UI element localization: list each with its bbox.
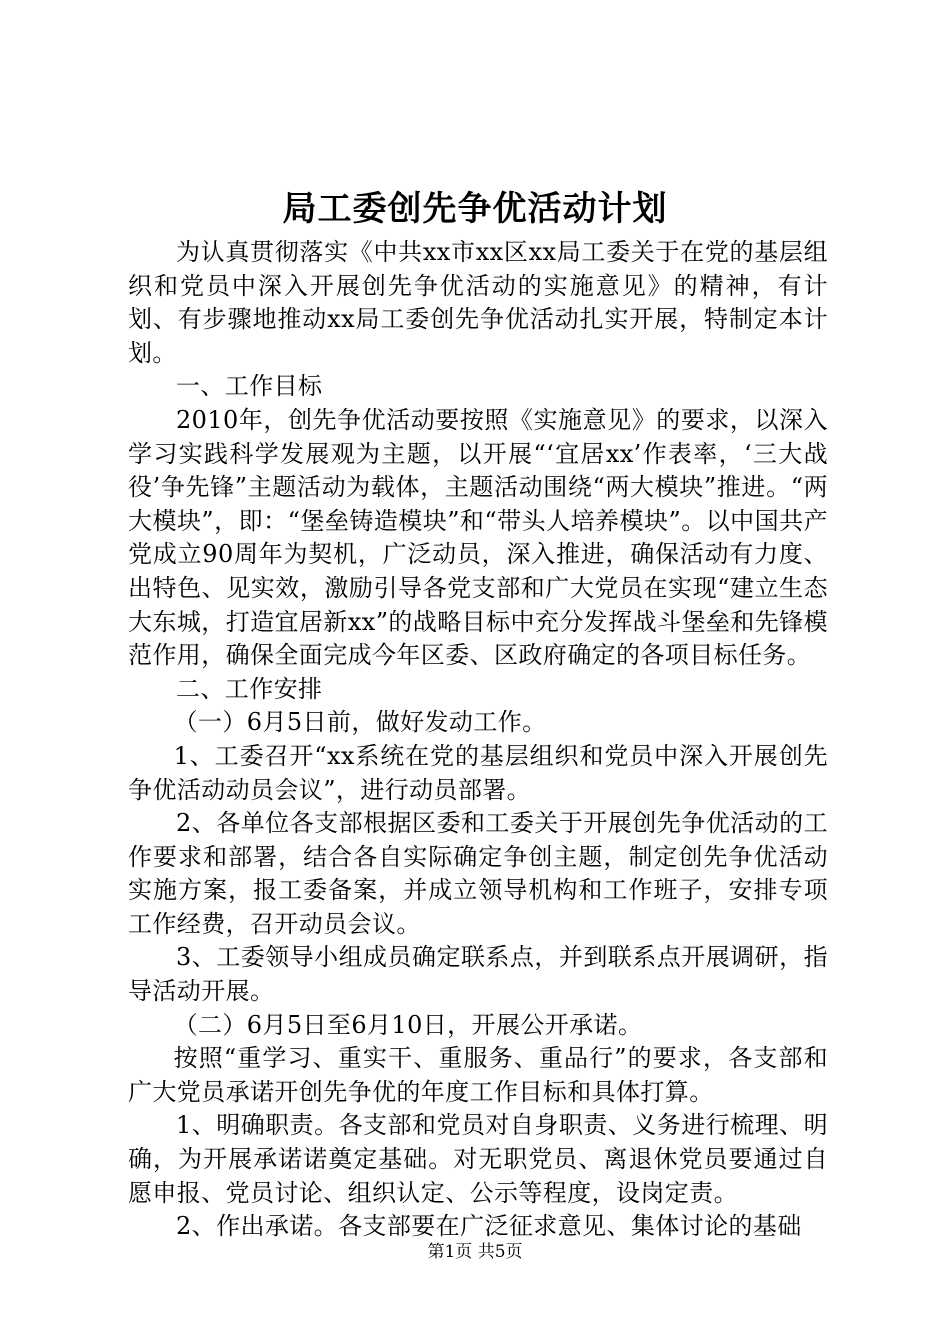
list-item-1-2: 2、各单位各支部根据区委和工委关于开展创先争优活动的工作要求和部署，结合各自实际确定争创主题，制定创先争优活动实施方案，报工委备案，并成立领导机构和工作班子，安排专项工作经费，召开动员会议。	[128, 809, 828, 938]
goals-paragraph: 2010年，创先争优活动要按照《实施意见》的要求，以深入学习实践科学发展观为主题，以开展“‘宜居xx’作表率，‘三大战役’争先锋”主题活动为载体，主题活动围绕“两大模块”推进。“两大模块”，即：“堡垒铸造模块”和“带头人培养模块”。以中国共产党成立90周年为契机，广泛动员，深入推进，确保活动有力度、出特色、见实效，激励引导各党支部和广大党员在实现“建立生态大东城，打造宜居新xx”的战略目标中充分发挥战斗堡垒和先锋模范作用，确保全面完成今年区委、区政府确定的各项目标任务。	[128, 405, 828, 670]
section-heading-arrangement: 二、工作安排	[176, 674, 323, 703]
section-heading-goals: 一、工作目标	[176, 372, 323, 401]
page-number-footer: 第1页 共5页	[427, 1242, 523, 1262]
subsection-heading-1: （一）6月5日前，做好发动工作。	[173, 708, 547, 737]
list-item-1-3: 3、工委领导小组成员确定联系点，并到联系点开展调研，指导活动开展。	[128, 943, 828, 1006]
intro-paragraph: 为认真贯彻落实《中共xx市xx区xx局工委关于在党的基层组织和党员中深入开展创先争优活动的实施意见》的精神，有计划、有步骤地推动xx局工委创先争优活动扎实开展，特制定本计划。	[128, 238, 828, 367]
pledge-paragraph: 按照“重学习、重实干、重服务、重品行”的要求，各支部和广大党员承诺开创先争优的年度工作目标和具体打算。	[128, 1044, 828, 1106]
subsection-heading-2: （二）6月5日至6月10日，开展公开承诺。	[173, 1010, 643, 1039]
document-body	[128, 236, 828, 1244]
list-item-1-1: 1、工委召开“xx系统在党的基层组织和党员中深入开展创先争优活动动员会议”，进行动员部署。	[128, 741, 828, 804]
list-item-2-2: 2、作出承诺。各支部要在广泛征求意见、集体讨论的基础	[176, 1212, 802, 1241]
list-item-2-1: 1、明确职责。各支部和党员对自身职责、义务进行梳理、明确，为开展承诺诺奠定基础。对无职党员、离退休党员要通过自愿申报、党员讨论、组织认定、公示等程度，设岗定责。	[128, 1111, 828, 1207]
document-title: 局工委创先争优活动计划	[282, 189, 668, 229]
